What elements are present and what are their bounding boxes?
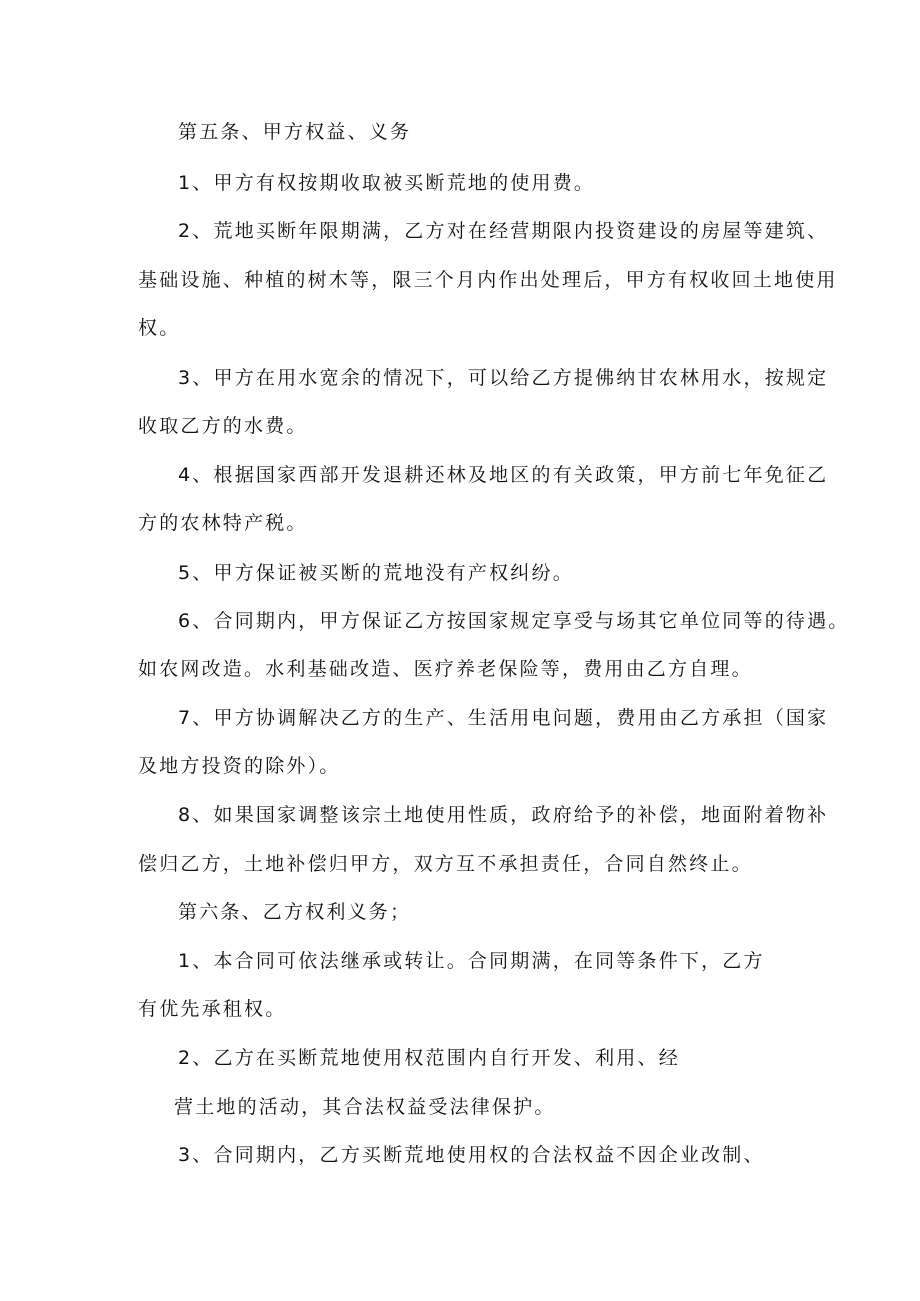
article-6-clause-2-line-1: 2、乙方在买断荒地使用权范围内自行开发、利用、经	[178, 1047, 680, 1069]
article-5-clause-7-line-2: 及地方投资的除外）。	[138, 755, 341, 777]
article-5-clause-3-line-1: 3、甲方在用水宽余的情况下，可以给乙方提佛纳甘农林用水，按规定	[178, 367, 829, 389]
article-6-clause-1-line-1: 1、本合同可依法继承或转让。合同期满，在同等条件下，乙方	[178, 950, 765, 972]
article-5-clause-3-line-2: 收取乙方的水费。	[138, 415, 308, 437]
article-5-heading: 第五条、甲方权益、义务	[178, 121, 412, 143]
article-5-clause-8-line-1: 8、如果国家调整该宗土地使用性质，政府给予的补偿，地面附着物补	[178, 804, 829, 826]
article-6-heading: 第六条、乙方权利义务；	[178, 901, 412, 923]
article-6-clause-1-line-2: 有优先承租权。	[138, 998, 287, 1020]
article-6-clause-2-line-2: 营土地的活动，其合法权益受法律保护。	[174, 1096, 556, 1118]
article-6-clause-3-line-1: 3、合同期内，乙方买断荒地使用权的合法权益不因企业改制、	[178, 1144, 765, 1166]
article-5-clause-2-line-3: 权。	[138, 317, 181, 339]
article-5-clause-2-line-1: 2、荒地买断年限期满，乙方对在经营期限内投资建设的房屋等建筑、	[178, 220, 829, 242]
article-5-clause-4-line-1: 4、根据国家西部开发退耕还林及地区的有关政策，甲方前七年免征乙	[178, 464, 829, 486]
article-5-clause-8-line-2: 偿归乙方，土地补偿归甲方，双方互不承担责任，合同自然终止。	[138, 853, 753, 875]
article-5-clause-6-line-2: 如农网改造。水利基础改造、医疗养老保险等，费用由乙方自理。	[138, 658, 753, 680]
article-5-clause-4-line-2: 方的农林特产税。	[138, 512, 308, 534]
article-5-clause-6-line-1: 6、合同期内，甲方保证乙方按国家规定享受与场其它单位同等的待遇。	[178, 610, 850, 632]
article-5-clause-7-line-1: 7、甲方协调解决乙方的生产、生活用电问题，费用由乙方承担（国家	[178, 707, 829, 729]
article-5-clause-5: 5、甲方保证被买断的荒地没有产权纠纷。	[178, 562, 574, 584]
article-5-clause-1: 1、甲方有权按期收取被买断荒地的使用费。	[178, 172, 596, 194]
article-5-clause-2-line-2: 基础设施、种植的树木等，限三个月内作出处理后，甲方有权收回土地使用	[138, 269, 838, 291]
